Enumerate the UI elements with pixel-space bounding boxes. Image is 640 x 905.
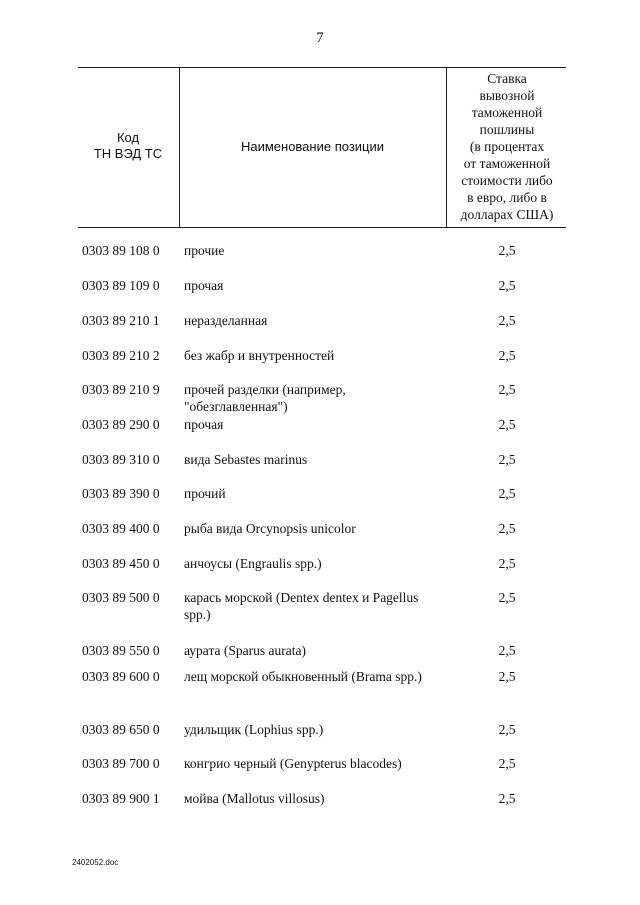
row-name: лещ морской обыкновенный (Brama spp.) <box>184 669 422 684</box>
row-code: 0303 89 400 0 <box>82 521 160 536</box>
row-rate: 2,5 <box>498 590 516 605</box>
header-top-rule <box>78 67 566 68</box>
row-name: прочая <box>184 417 224 432</box>
row-code: 0303 89 108 0 <box>82 243 160 258</box>
row-code: 0303 89 210 1 <box>82 313 160 328</box>
row-code: 0303 89 550 0 <box>82 643 160 658</box>
header-rate-column <box>447 70 567 223</box>
row-name: прочая <box>184 278 224 293</box>
row-code: 0303 89 600 0 <box>82 669 160 684</box>
header-rate-line: в евро, либо в <box>467 190 547 205</box>
row-code: 0303 89 210 2 <box>82 348 160 363</box>
header-code-line: ТН ВЭД ТС <box>93 146 163 161</box>
row-code: 0303 89 500 0 <box>82 590 160 605</box>
row-name: прочей разделки (например, "обезглавленная") <box>184 382 346 414</box>
header-code-column <box>78 130 178 162</box>
row-code: 0303 89 390 0 <box>82 486 160 501</box>
row-rate: 2,5 <box>498 417 516 432</box>
row-name: аурата (Sparus aurata) <box>184 643 306 658</box>
row-name: без жабр и внутренностей <box>184 348 335 363</box>
row-name: рыба вида Orcynopsis unicolor <box>184 521 356 536</box>
page-number: 7 <box>316 30 324 46</box>
row-code: 0303 89 310 0 <box>82 452 160 467</box>
row-rate: 2,5 <box>498 348 516 363</box>
row-code: 0303 89 210 9 <box>82 382 160 397</box>
row-rate: 2,5 <box>498 643 516 658</box>
header-code-line: Код <box>116 130 140 145</box>
row-code: 0303 89 900 1 <box>82 791 160 806</box>
header-rate-line: долларах США) <box>460 207 554 222</box>
row-rate: 2,5 <box>498 382 516 397</box>
row-code: 0303 89 700 0 <box>82 756 160 771</box>
row-name: карась морской (Dentex dentex и Pagellus spp.) <box>184 590 419 622</box>
row-code: 0303 89 650 0 <box>82 722 160 737</box>
row-name: прочие <box>184 243 225 258</box>
row-name: удильщик (Lophius spp.) <box>184 722 324 737</box>
row-rate: 2,5 <box>498 722 516 737</box>
row-rate: 2,5 <box>498 486 516 501</box>
row-rate: 2,5 <box>498 791 516 806</box>
row-name: прочий <box>184 486 226 501</box>
header-rate-line: стоимости либо <box>461 173 553 188</box>
header-rate-line: вывозной <box>479 88 535 103</box>
header-bottom-rule <box>78 227 566 228</box>
row-rate: 2,5 <box>498 756 516 771</box>
header-rate-line: (в процентах <box>469 139 545 154</box>
row-code: 0303 89 450 0 <box>82 556 160 571</box>
row-name: анчоусы (Engraulis spp.) <box>184 556 322 571</box>
row-rate: 2,5 <box>498 452 516 467</box>
header-rate-line: Ставка <box>487 71 527 86</box>
row-rate: 2,5 <box>498 313 516 328</box>
header-rate-line: таможенной <box>471 105 543 120</box>
row-code: 0303 89 109 0 <box>82 278 160 293</box>
row-rate: 2,5 <box>498 521 516 536</box>
row-name: конгрио черный (Genypterus blacodes) <box>184 756 402 771</box>
header-name-column: Наименование позиции <box>240 139 385 154</box>
header-rate-line: от таможенной <box>463 156 551 171</box>
row-rate: 2,5 <box>498 556 516 571</box>
row-name: мойва (Mallotus villosus) <box>184 791 325 806</box>
row-rate: 2,5 <box>498 243 516 258</box>
footer-filename: 2402052.doc <box>72 858 119 867</box>
row-rate: 2,5 <box>498 278 516 293</box>
row-code: 0303 89 290 0 <box>82 417 160 432</box>
row-rate: 2,5 <box>498 669 516 684</box>
row-name: вида Sebastes marinus <box>184 452 308 467</box>
row-name: неразделанная <box>184 313 268 328</box>
header-rate-line: пошлины <box>479 122 535 137</box>
